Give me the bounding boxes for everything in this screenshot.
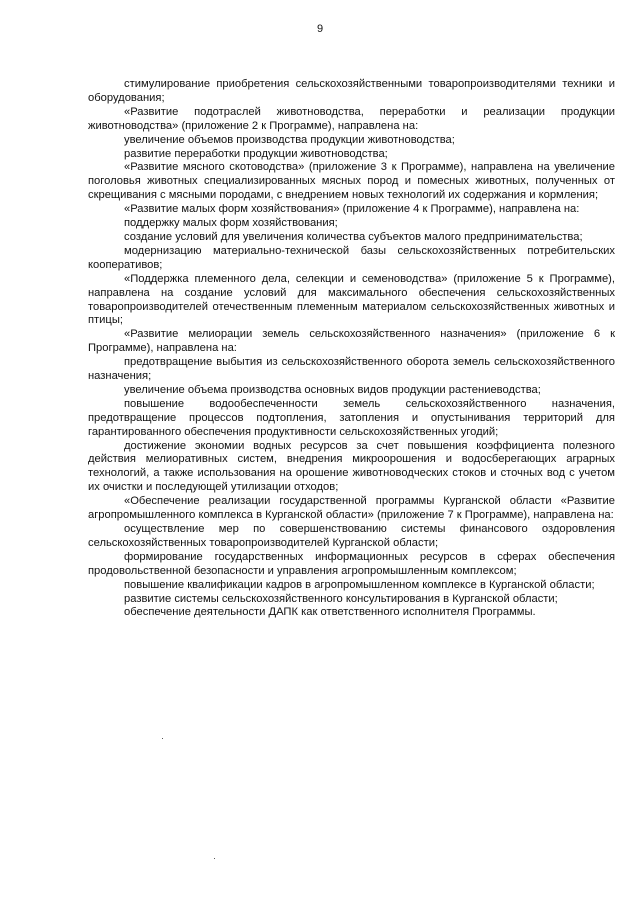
body-text xyxy=(88,78,615,620)
paragraph-12: предотвращение выбытия из сельскохозяйственного оборота земель сельскохозяйственного назначения; xyxy=(88,356,615,383)
page-number: 9 xyxy=(316,23,324,35)
paragraph-3: увеличение объемов производства продукции животноводства; xyxy=(124,133,455,146)
scan-speck xyxy=(214,858,215,859)
paragraph-9: модернизацию материально-технической базы сельскохозяйственных потребительских кооперативов; xyxy=(88,244,615,271)
paragraph-11: «Развитие мелиорации земель сельскохозяйственного назначения» (приложение 6 к Программе), направлена на: xyxy=(88,328,615,355)
paragraph-18: формирование государственных информационных ресурсов в сферах обеспечения продовольственной безопасности и управления агропромышленным комплексом; xyxy=(88,550,615,577)
paragraph-4: развитие переработки продукции животноводства; xyxy=(124,147,388,160)
paragraph-20: развитие системы сельскохозяйственного консультирования в Курганской области; xyxy=(124,592,558,605)
paragraph-21: обеспечение деятельности ДАПК как ответственного исполнителя Программы. xyxy=(124,606,536,619)
paragraph-14: повышение водообеспеченности земель сельскохозяйственного назначения, предотвращение процессов подтопления, затопления и опустынивания территорий для гарантированного обеспечения продуктивности сельскохозяйственных угодий; xyxy=(88,397,615,438)
paragraph-8: создание условий для увеличения количества субъектов малого предпринимательства; xyxy=(124,230,583,243)
paragraph-16: «Обеспечение реализации государственной программы Курганской области «Развитие агропромышленного комплекса в Курганской области» (приложение 7 к Программе), направлена на: xyxy=(88,495,615,522)
scan-speck xyxy=(162,738,163,739)
paragraph-6: «Развитие малых форм хозяйствования» (приложение 4 к Программе), направлена на: xyxy=(124,203,580,216)
paragraph-2: «Развитие подотраслей животноводства, переработки и реализации продукции животноводства» (приложение 2 к Программе), направлена на: xyxy=(88,105,615,132)
paragraph-1: стимулирование приобретения сельскохозяйственными товаропроизводителями техники и оборудования; xyxy=(88,78,615,104)
paragraph-10: «Поддержка племенного дела, селекции и семеноводства» (приложение 5 к Программе), направлена на создание условий для максимального обеспечения сельскохозяйственных товаропроизводителей отечественным племенным материалом сельскохозяйственных животных и птицы; xyxy=(88,272,615,327)
paragraph-13: увеличение объема производства основных видов продукции растениеводства; xyxy=(124,383,541,396)
paragraph-15: достижение экономии водных ресурсов за счет повышения коэффициента полезного действия мелиоративных систем, внедрения микроорошения и водосберегающих аграрных технологий, а также использования на орошение животноводческих стоков и сточных вод с учетом их очистки и последующей утилизации отходов; xyxy=(88,439,615,494)
paragraph-7: поддержку малых форм хозяйствования; xyxy=(124,217,338,230)
paragraph-5: «Развитие мясного скотоводства» (приложение 3 к Программе), направлена на увеличение поголовья животных специализированных мясных пород и помесных животных, полученных от скрещивания с мясными породами, с внедрением новых технологий их содержания и кормления; xyxy=(88,161,615,202)
paragraph-17: осуществление мер по совершенствованию системы финансового оздоровления сельскохозяйственных товаропроизводителей Курганской области; xyxy=(88,523,615,549)
paragraph-19: повышение квалификации кадров в агропромышленном комплексе в Курганской области; xyxy=(124,578,595,591)
